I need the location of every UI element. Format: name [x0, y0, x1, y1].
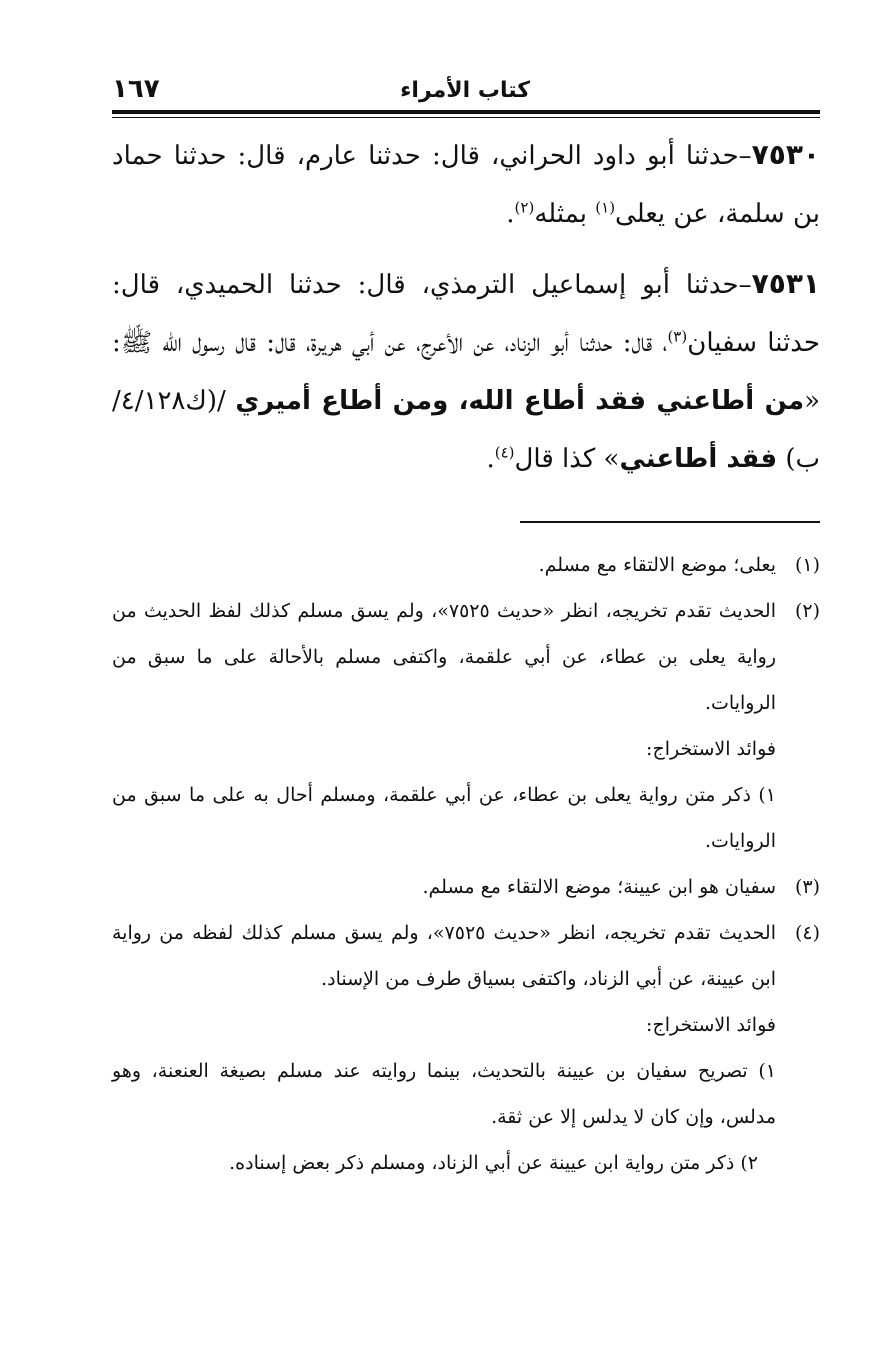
hadith-7531 [112, 255, 820, 488]
footnote-ref: (١) [595, 198, 616, 217]
hadith-text: –حدثنا أبو داود الحراني، قال: حدثنا عارم، قال: حدثنا حماد بن سلمة، عن يعلى [112, 141, 820, 229]
footnote-text: سفيان هو ابن عيينة؛ موضع الالتقاء مع مسلم. [422, 876, 776, 898]
hadith-text: » كذا قال [514, 444, 620, 474]
running-header [112, 72, 820, 112]
benefit-item: ٢) ذكر متن رواية ابن عيينة عن أبي الزناد، ومسلم ذكر بعض إسناده. [229, 1152, 758, 1174]
main-text [112, 126, 820, 488]
footnote-separator [520, 521, 820, 523]
footnote-number: (٣) [794, 876, 820, 898]
benefit-item: ١) تصريح سفيان بن عيينة بالتحديث، بينما روايته عند مسلم بصيغة العنعنة، وهو مدلس، وإن كان لا يدلس إلا عن ثقة. [112, 1060, 776, 1128]
footnote-number: (١) [794, 554, 820, 576]
footnote-4 [112, 910, 820, 1002]
footnote-4-benefits [112, 1002, 820, 1186]
header-rule-thick [112, 110, 820, 114]
hadith-text: بمثله [534, 199, 596, 229]
hadith-text: ، قال: حدثنا أبو الزناد، عن الأعرج، عن أبي هريرة، قال: قال رسول الله ﷺ: « [112, 328, 820, 416]
footnote-1 [112, 542, 820, 588]
manuscript-reference: /(ك٤/١٢٨/ب) [112, 386, 820, 474]
hadith-number: ٧٥٣٠ [751, 138, 820, 171]
footnote-ref: (٤) [494, 443, 515, 462]
footnote-number: (٤) [794, 922, 820, 944]
footnotes [112, 542, 820, 1186]
benefits-heading: فوائد الاستخراج: [646, 738, 776, 760]
footnote-3 [112, 864, 820, 910]
footnote-ref: (٢) [514, 198, 535, 217]
footnote-number: (٢) [794, 600, 820, 622]
footnote-ref: (٣) [667, 327, 688, 346]
hadith-text: –حدثنا أبو إسماعيل الترمذي، قال: حدثنا الحميدي، قال: حدثنا سفيان [112, 270, 820, 358]
hadith-text: . [486, 444, 495, 474]
hadith-number: ٧٥٣١ [751, 267, 820, 300]
footnote-2 [112, 588, 820, 726]
hadith-text: . [506, 199, 515, 229]
footnote-2-benefits [112, 726, 820, 864]
footnote-text: الحديث تقدم تخريجه، انظر «حديث ٧٥٢٥»، ولم يسق مسلم كذلك لفظه من رواية ابن عيينة، عن أبي الزناد، واكتفى بسياق طرف من الإسناد. [112, 922, 776, 990]
hadith-matn-bold: من أطاعني فقد أطاع الله، ومن أطاع أميري [235, 386, 805, 416]
page-number: ١٦٧ [112, 74, 160, 104]
footnote-text: الحديث تقدم تخريجه، انظر «حديث ٧٥٢٥»، ولم يسق مسلم كذلك لفظ الحديث من رواية يعلى بن عطاء، عن أبي علقمة، واكتفى مسلم بالأحالة على ما سبق من الروايات. [112, 600, 776, 714]
footnote-text: يعلى؛ موضع الالتقاء مع مسلم. [538, 554, 776, 576]
benefits-heading: فوائد الاستخراج: [646, 1014, 776, 1036]
hadith-7530 [112, 126, 820, 243]
benefit-item: ١) ذكر متن رواية يعلى بن عطاء، عن أبي علقمة، ومسلم أحال به على ما سبق من الروايات. [112, 784, 776, 852]
chapter-title: كتاب الأمراء [400, 78, 530, 103]
hadith-matn-bold: فقد أطاعني [619, 444, 778, 474]
header-rule-thin [112, 117, 820, 118]
